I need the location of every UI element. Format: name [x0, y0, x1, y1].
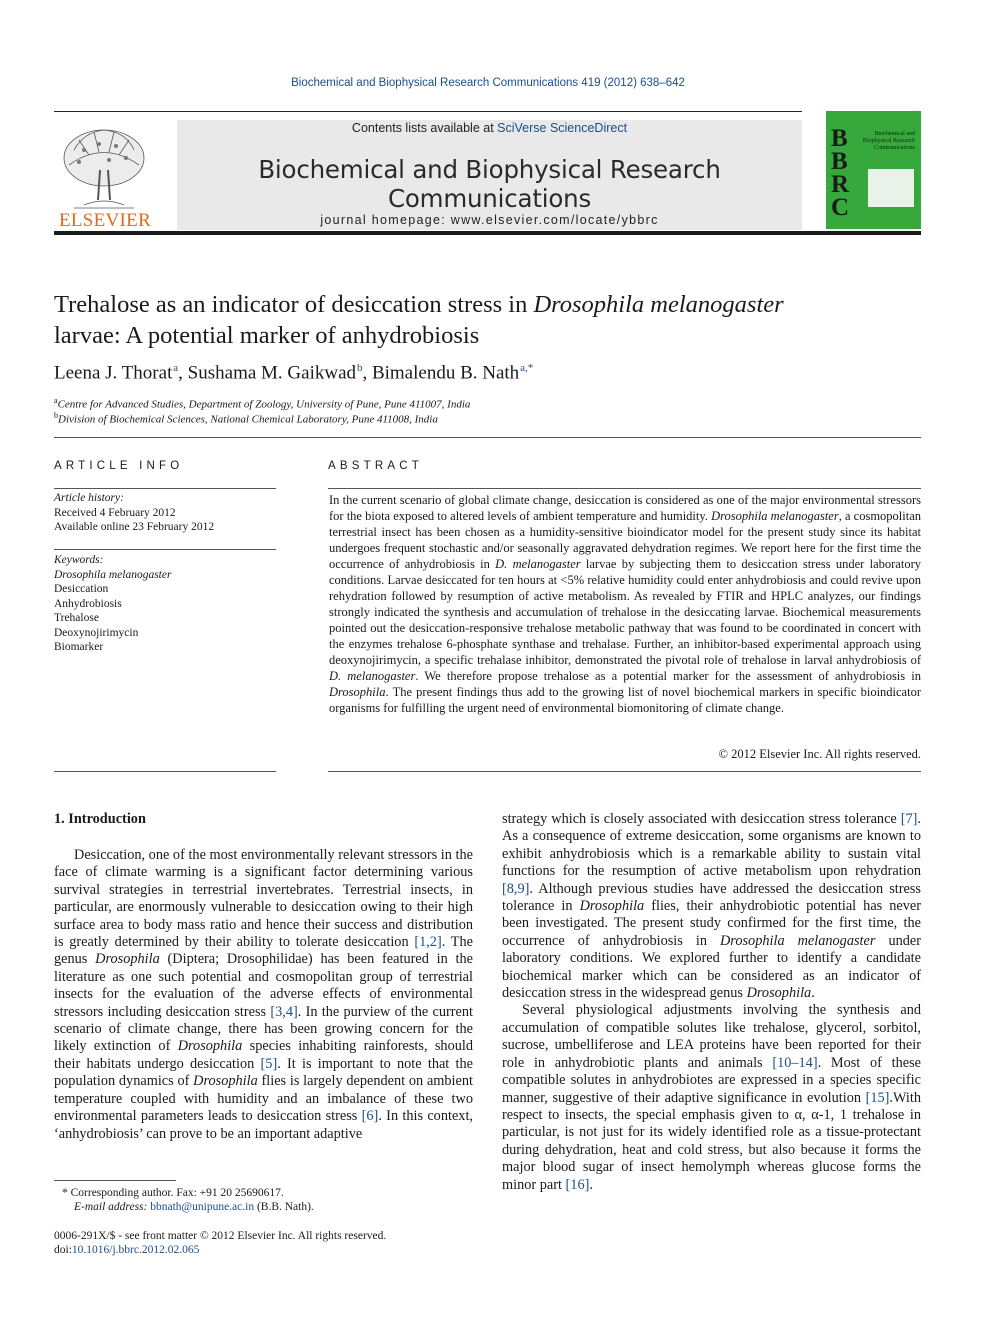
article-info-heading: ARTICLE INFO [54, 460, 184, 472]
affil-ref[interactable]: a [173, 362, 179, 374]
abstract-heading: ABSTRACT [328, 460, 423, 472]
abstract-text: In the current scenario of global climate change, desiccation is considered as one of the major environmental stressors for the biota exposed to altered levels of ambient temperature and humidity. Drosophila melanogaster, a cosmopolitan terrestrial insect has been chosen as a humidity-sensitive bioindicator model for the present study since its habitat undergoes frequent stochastic and/or seasonally aggravated dehydration regimes. We report here for the first time the occurrence of anhydrobiosis in D. melanogaster larvae by subjecting them to desiccation stress under laboratory conditions. Larvae desiccated for ten hours at <5% relative humidity could enter anhydrobiosis and could revive upon rehydration followed by resumption of active metabolism. As revealed by FTIR and HPLC analyzes, our findings strongly indicated the synthesis and accumulation of trehalose in the desiccating larvae. Biochemical measurements pointed out the desiccation-responsive trehalose metabolic pathway that was found to be coordinated in concert with the enzymes trehalose 6-phosphate synthase and trehalase. Further, an inhibitor-based experimental approach using deoxynojirimycin, a specific trehalase inhibitor, demonstrated the pivotal role of trehalose in larval anhydrobiosis of D. melanogaster. We therefore propose trehalose as a potential marker for the assessment of anhydrobiosis in Drosophila. The present findings thus add to the growing list of novel biochemical markers in specific bioindicator organisms for fulfilling the urgent need of environmental biomonitoring of climate change. [329, 493, 922, 715]
masthead-rule [54, 111, 802, 112]
author-list: Leena J. Thorat $^a$, Sushama M. Gaikwad $^b$, Bimalendu B. Nath $^{a,*}$ [54, 362, 534, 384]
keyword: Anhydrobiosis [54, 597, 122, 610]
abstract-copyright: © 2012 Elsevier Inc. All rights reserved. [718, 747, 921, 761]
author-name: Leena J. Thorat [54, 362, 173, 384]
body-column-left [54, 847, 473, 1143]
corresponding-author-note: * Corresponding author. Fax: +91 20 25690617. [62, 1187, 284, 1199]
keyword: Biomarker [54, 641, 104, 653]
affil-ref[interactable]: b [356, 362, 363, 374]
doi-link[interactable]: 10.1016/j.bbrc.2012.02.065 [71, 1244, 200, 1256]
citation-link[interactable]: [8,9] [502, 880, 530, 897]
masthead-thick-rule [54, 231, 921, 235]
keyword: Desiccation [54, 583, 109, 595]
article-history: Article history: Received 4 February 2012 Available online 23 February 2012 [54, 492, 215, 533]
sciencedirect-link[interactable]: SciVerse ScienceDirect [497, 121, 628, 135]
citation-link[interactable]: [16] [565, 1176, 590, 1193]
journal-cover-thumbnail [826, 111, 921, 229]
info-rule [54, 771, 276, 772]
issn-line: 0006-291X/$ - see front matter © 2012 Elsevier Inc. All rights reserved. [54, 1230, 387, 1242]
abstract-rule [328, 771, 921, 772]
article-title: Trehalose as an indicator of desiccation stress in Drosophila melanogaster larvae: A potential marker of anhydrobiosis [54, 291, 784, 349]
keyword: Drosophila melanogaster [54, 568, 172, 581]
paragraph: Desiccation, one of the most environmentally relevant stressors in the face of climate warming is a significant factor determining various survival strategies in terrestrial invertebrates. Terrestrial insects, in particular, are enormously vulnerable to desiccation owing to their high surface area to body mass ratio and hence their success and distribution is greatly determined by their ability to tolerate desiccation [1,2]. The genus Drosophila (Diptera; Drosophilidae) has been featured in the literature as one such potential and cosmopolitan group of terrestrial insects for the evaluation of the adverse effects of environmental stressors including desiccation stress [3,4]. In the purview of the current scenario of climate change, there has been growing concern for the likely extinction of Drosophila species inhabiting rainforests, should their habitats undergo desiccation [5]. It is important to note that the population dynamics of Drosophila flies is largely dependent on ambient temperature coupled with humidity and an imbalance of these two environmental parameters leads to desiccation stress [6]. In this context, ‘anhydrobiosis’ can prove to be an important adaptive [54, 847, 474, 1142]
citation-link[interactable]: [3,4] [270, 1003, 298, 1020]
author-name: Sushama M. Gaikwad [187, 362, 357, 384]
affil-ref[interactable]: a,* [520, 362, 534, 374]
journal-title: Biochemical and Biophysical Research Communications [258, 155, 721, 213]
footnote-rule [54, 1180, 176, 1181]
contents-prefix: Contents lists available at [351, 121, 498, 135]
journal-homepage[interactable]: journal homepage: www.elsevier.com/locate/ybbrc [320, 213, 659, 227]
running-citation[interactable]: Biochemical and Biophysical Research Communications 419 (2012) 638–642 [291, 77, 685, 89]
doi-line: doi:10.1016/j.bbrc.2012.02.065 [54, 1244, 200, 1256]
citation-link[interactable]: [15] [865, 1089, 890, 1106]
keywords-list: Keywords: Drosophila melanogaster Desiccation Anhydrobiosis Trehalose Deoxynojirimycin Biomarker [54, 553, 276, 655]
keyword: Trehalose [54, 612, 99, 624]
introduction-heading: 1. Introduction [54, 811, 146, 827]
email-note: E-mail address: bbnath@unipune.ac.in (B.B. Nath). [74, 1201, 314, 1213]
citation-link[interactable]: [10–14] [772, 1054, 818, 1071]
citation-link[interactable]: [1,2] [414, 934, 442, 951]
abstract-rule [328, 488, 921, 489]
author-name: Bimalendu B. Nath [371, 362, 520, 384]
info-rule [54, 549, 276, 550]
affiliation-b: $^b$Division of Biochemical Sciences, National Chemical Laboratory, Pune 411008, India [54, 411, 438, 426]
cover-illustration [868, 169, 914, 207]
paragraph: strategy which is closely associated with desiccation stress tolerance [7]. As a consequence of extreme desiccation, some organisms are known to exhibit anhydrobiosis which is a remarkable ability to sustain vital functions for the resumption of active metabolism upon rehydration [8,9]. Although previous studies have addressed the desiccation stress tolerance in Drosophila flies, their anhydrobiotic potential has never been investigated. The present study confirmed for the first time, the occurrence of anhydrobiosis in Drosophila melanogaster under laboratory conditions. We explored further to identify a candidate biochemical marker which can be considered as an indicator of desiccation stress in the widespread genus Drosophila. [502, 811, 922, 1002]
citation-link[interactable]: [7] [900, 811, 918, 827]
elsevier-wordmark: ELSEVIER [58, 210, 152, 231]
section-rule [54, 437, 921, 438]
paragraph: Several physiological adjustments involving the synthesis and accumulation of compatible solutes like trehalose, glycerol, sorbitol, sucrose, umbelliferose and LEA proteins have been reported for their role in anhydrobiotic plants and animals [10–14]. Most of these compatible solutes in anhydrobiotes are expressed in a species specific manner, suggestive of their adaptive significance in evolution [15].With respect to insects, the special emphasis given to α, α-1, 1 trehalose in particular, is not just for its widely identified role as a tissue-protectant during dehydration, heat and cold stress, but also because it forms the major blood sugar of insect hemolymph whereas glucose forms the minor part [16]. [502, 1002, 921, 1193]
citation-link[interactable]: [6] [361, 1108, 379, 1125]
affiliation-a: $^a$Centre for Advanced Studies, Department of Zoology, University of Pune, Pune 411007, India [54, 396, 471, 411]
author-email-link[interactable]: bbnath@unipune.ac.in [150, 1201, 255, 1213]
body-column-right [502, 811, 921, 1194]
cover-letters: B B R C [831, 125, 850, 221]
citation-link[interactable]: [5] [260, 1055, 278, 1072]
cover-title: Biochemical and Biophysical Research Communications [862, 131, 915, 151]
contents-available-line [177, 121, 802, 135]
keyword: Deoxynojirimycin [54, 626, 139, 639]
info-rule [54, 488, 276, 489]
